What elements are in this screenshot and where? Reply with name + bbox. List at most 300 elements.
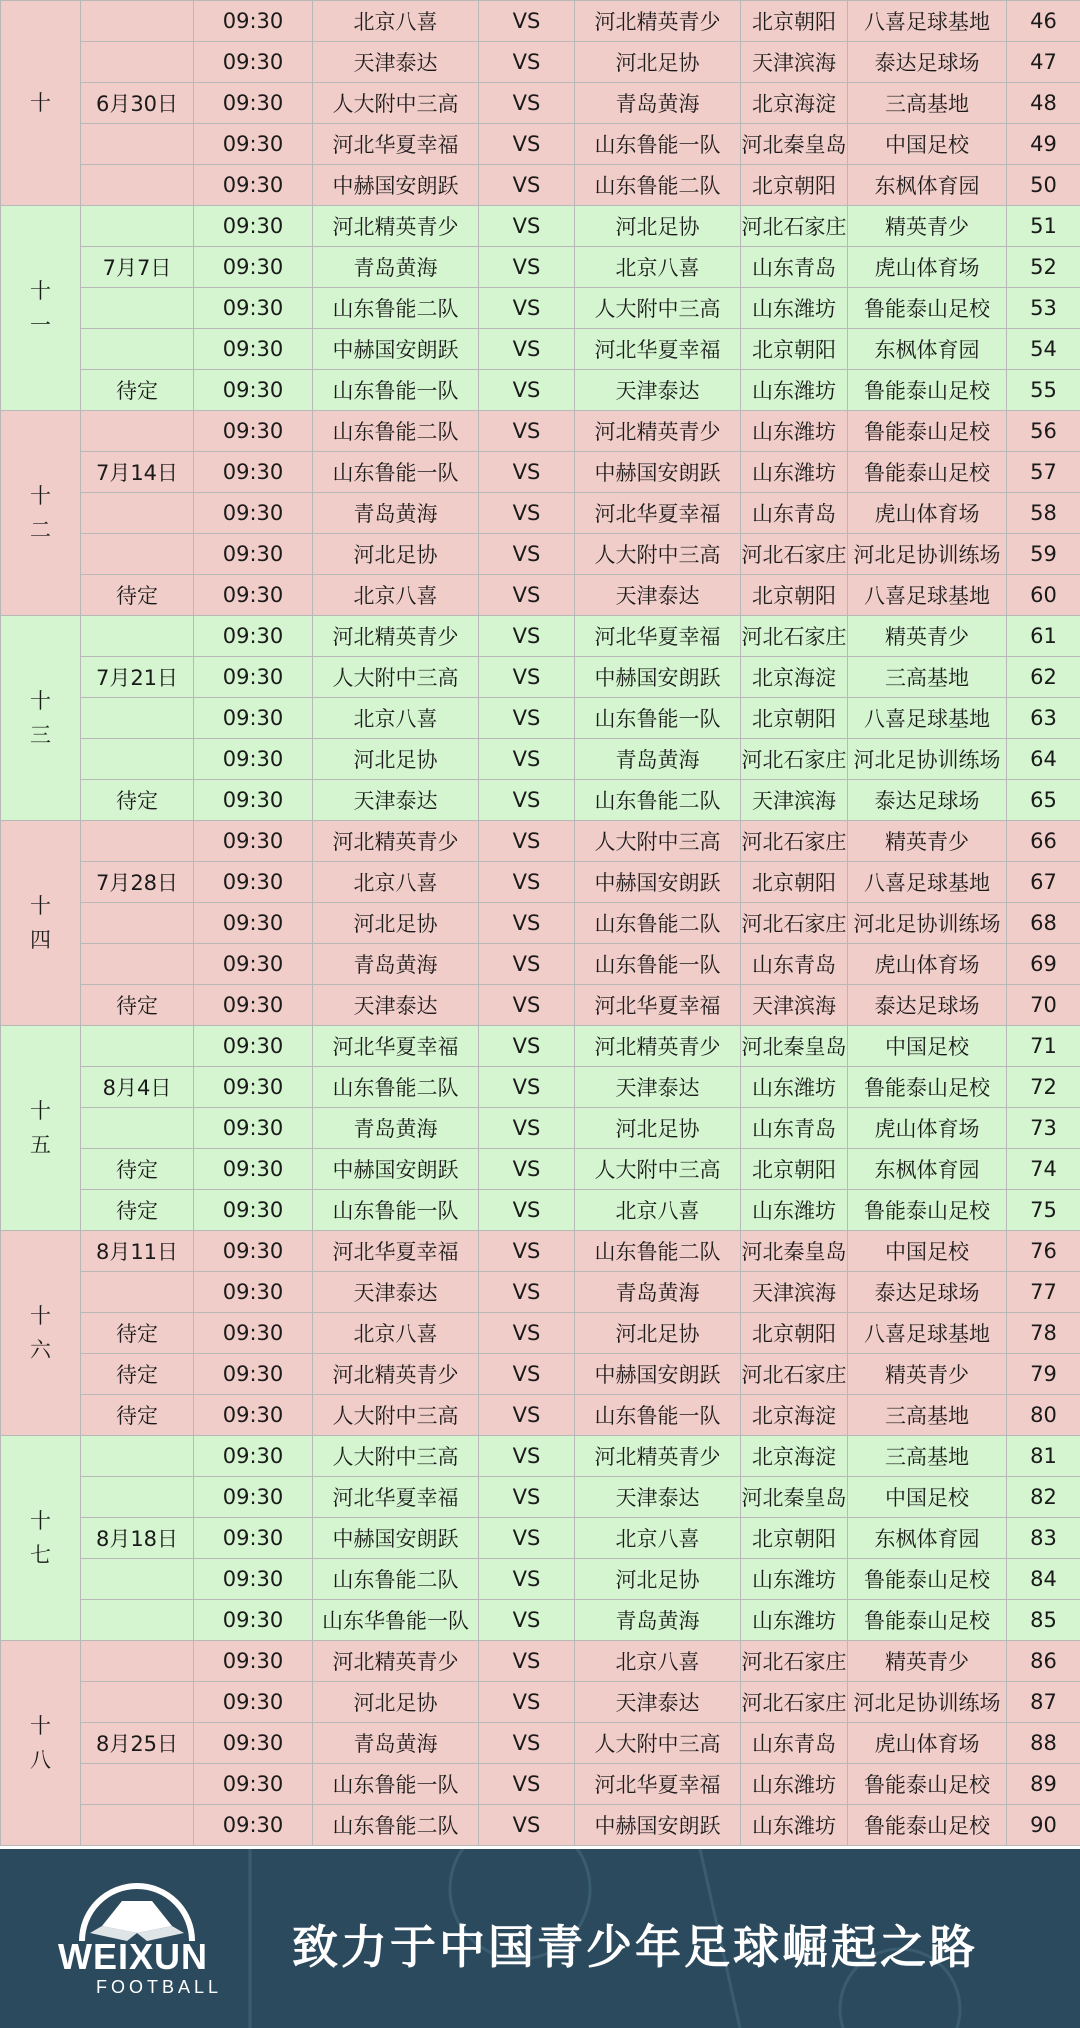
match-city: 山东潍坊: [741, 370, 848, 411]
match-venue: 中国足校: [848, 124, 1007, 165]
home-team: 山东鲁能一队: [313, 1764, 479, 1805]
kickoff-time: 09:30: [194, 1641, 313, 1682]
match-city: 北京朝阳: [741, 575, 848, 616]
away-team: 河北华夏幸福: [575, 985, 741, 1026]
match-venue: 东枫体育园: [848, 165, 1007, 206]
away-team: 天津泰达: [575, 1067, 741, 1108]
table-row: [1, 780, 1080, 821]
match-date: [81, 1805, 194, 1846]
table-row: [1, 165, 1080, 206]
home-team: 山东鲁能一队: [313, 1190, 479, 1231]
match-date: [81, 411, 194, 452]
match-city: 北京朝阳: [741, 698, 848, 739]
away-team: 北京八喜: [575, 1190, 741, 1231]
table-row: [1, 657, 1080, 698]
match-venue: 鲁能泰山足校: [848, 1805, 1007, 1846]
match-date: 待定: [81, 1354, 194, 1395]
home-team: 中赫国安朗跃: [313, 165, 479, 206]
kickoff-time: 09:30: [194, 452, 313, 493]
match-city: 山东潍坊: [741, 1559, 848, 1600]
match-number: 90: [1007, 1805, 1080, 1846]
away-team: 山东鲁能一队: [575, 944, 741, 985]
table-row: [1, 862, 1080, 903]
match-venue: 鲁能泰山足校: [848, 288, 1007, 329]
away-team: 河北精英青少: [575, 1026, 741, 1067]
vs-label: VS: [479, 1518, 575, 1559]
match-date: [81, 1108, 194, 1149]
home-team: 河北足协: [313, 739, 479, 780]
vs-label: VS: [479, 1026, 575, 1067]
match-date: [81, 124, 194, 165]
home-team: 北京八喜: [313, 698, 479, 739]
match-city: 北京朝阳: [741, 1149, 848, 1190]
table-row: [1, 1, 1080, 42]
vs-label: VS: [479, 1805, 575, 1846]
match-city: 河北秦皇岛: [741, 1231, 848, 1272]
match-date: [81, 1, 194, 42]
match-date: [81, 1436, 194, 1477]
home-team: 河北精英青少: [313, 1641, 479, 1682]
match-date: 待定: [81, 985, 194, 1026]
away-team: 人大附中三高: [575, 288, 741, 329]
match-venue: 虎山体育场: [848, 247, 1007, 288]
home-team: 山东鲁能二队: [313, 288, 479, 329]
match-venue: 河北足协训练场: [848, 534, 1007, 575]
round-label-char: 十: [30, 484, 51, 508]
match-city: 山东青岛: [741, 1723, 848, 1764]
round-label-char: 三: [30, 723, 51, 747]
vs-label: VS: [479, 1272, 575, 1313]
vs-label: VS: [479, 1190, 575, 1231]
table-row: [1, 534, 1080, 575]
home-team: 山东鲁能二队: [313, 1067, 479, 1108]
match-number: 64: [1007, 739, 1080, 780]
away-team: 山东鲁能一队: [575, 1395, 741, 1436]
kickoff-time: 09:30: [194, 534, 313, 575]
vs-label: VS: [479, 1764, 575, 1805]
away-team: 山东鲁能二队: [575, 903, 741, 944]
match-city: 北京海淀: [741, 83, 848, 124]
match-venue: 鲁能泰山足校: [848, 1190, 1007, 1231]
home-team: 河北华夏幸福: [313, 124, 479, 165]
away-team: 山东鲁能二队: [575, 165, 741, 206]
vs-label: VS: [479, 1395, 575, 1436]
table-row: [1, 821, 1080, 862]
kickoff-time: 09:30: [194, 1272, 313, 1313]
away-team: 河北精英青少: [575, 411, 741, 452]
kickoff-time: 09:30: [194, 1190, 313, 1231]
away-team: 人大附中三高: [575, 534, 741, 575]
table-row: [1, 1805, 1080, 1846]
away-team: 人大附中三高: [575, 1723, 741, 1764]
match-date: [81, 1272, 194, 1313]
vs-label: VS: [479, 1, 575, 42]
away-team: 中赫国安朗跃: [575, 1354, 741, 1395]
kickoff-time: 09:30: [194, 1108, 313, 1149]
home-team: 中赫国安朗跃: [313, 1518, 479, 1559]
match-venue: 八喜足球基地: [848, 1313, 1007, 1354]
kickoff-time: 09:30: [194, 1559, 313, 1600]
match-city: 山东青岛: [741, 944, 848, 985]
vs-label: VS: [479, 329, 575, 370]
home-team: 河北华夏幸福: [313, 1026, 479, 1067]
match-number: 53: [1007, 288, 1080, 329]
match-date: [81, 329, 194, 370]
kickoff-time: 09:30: [194, 1149, 313, 1190]
table-row: [1, 739, 1080, 780]
home-team: 天津泰达: [313, 1272, 479, 1313]
match-venue: 八喜足球基地: [848, 698, 1007, 739]
match-number: 68: [1007, 903, 1080, 944]
match-city: 河北石家庄: [741, 1682, 848, 1723]
away-team: 中赫国安朗跃: [575, 1805, 741, 1846]
vs-label: VS: [479, 1313, 575, 1354]
round-label: [1, 206, 81, 411]
match-date: [81, 1477, 194, 1518]
match-city: 北京朝阳: [741, 1518, 848, 1559]
kickoff-time: 09:30: [194, 1354, 313, 1395]
kickoff-time: 09:30: [194, 370, 313, 411]
match-number: 75: [1007, 1190, 1080, 1231]
match-date: [81, 165, 194, 206]
match-venue: 精英青少: [848, 206, 1007, 247]
match-date: [81, 903, 194, 944]
match-venue: 三高基地: [848, 657, 1007, 698]
table-row: [1, 329, 1080, 370]
home-team: 河北精英青少: [313, 821, 479, 862]
table-row: [1, 493, 1080, 534]
match-number: 63: [1007, 698, 1080, 739]
match-number: 86: [1007, 1641, 1080, 1682]
table-row: [1, 1436, 1080, 1477]
kickoff-time: 09:30: [194, 165, 313, 206]
vs-label: VS: [479, 370, 575, 411]
match-venue: 精英青少: [848, 821, 1007, 862]
match-date: 7月7日: [81, 247, 194, 288]
match-date: [81, 1641, 194, 1682]
away-team: 青岛黄海: [575, 739, 741, 780]
match-venue: 泰达足球场: [848, 780, 1007, 821]
vs-label: VS: [479, 493, 575, 534]
footer-banner: [0, 1849, 1080, 2028]
round-label-char: 十: [30, 689, 51, 713]
round-label-char: 六: [30, 1338, 51, 1362]
match-date: [81, 42, 194, 83]
match-number: 62: [1007, 657, 1080, 698]
round-label-char: 十: [30, 91, 51, 115]
match-venue: 泰达足球场: [848, 1272, 1007, 1313]
match-venue: 泰达足球场: [848, 42, 1007, 83]
match-date: 8月25日: [81, 1723, 194, 1764]
kickoff-time: 09:30: [194, 206, 313, 247]
round-label: [1, 821, 81, 1026]
home-team: 中赫国安朗跃: [313, 1149, 479, 1190]
away-team: 山东鲁能一队: [575, 124, 741, 165]
match-number: 89: [1007, 1764, 1080, 1805]
away-team: 天津泰达: [575, 1682, 741, 1723]
match-city: 河北石家庄: [741, 206, 848, 247]
round-label: [1, 1436, 81, 1641]
match-city: 北京朝阳: [741, 862, 848, 903]
match-city: 山东青岛: [741, 247, 848, 288]
match-number: 66: [1007, 821, 1080, 862]
table-row: [1, 1354, 1080, 1395]
match-number: 87: [1007, 1682, 1080, 1723]
match-date: 待定: [81, 370, 194, 411]
vs-label: VS: [479, 1600, 575, 1641]
match-city: 河北秦皇岛: [741, 124, 848, 165]
round-label-char: 一: [30, 313, 51, 337]
vs-label: VS: [479, 1149, 575, 1190]
away-team: 河北精英青少: [575, 1, 741, 42]
match-venue: 三高基地: [848, 1395, 1007, 1436]
match-number: 71: [1007, 1026, 1080, 1067]
match-venue: 鲁能泰山足校: [848, 452, 1007, 493]
match-number: 88: [1007, 1723, 1080, 1764]
table-row: [1, 1149, 1080, 1190]
table-row: [1, 42, 1080, 83]
home-team: 北京八喜: [313, 1313, 479, 1354]
match-city: 山东潍坊: [741, 288, 848, 329]
away-team: 北京八喜: [575, 1641, 741, 1682]
table-row: [1, 206, 1080, 247]
vs-label: VS: [479, 1477, 575, 1518]
round-label-char: 十: [30, 1509, 51, 1533]
home-team: 青岛黄海: [313, 944, 479, 985]
away-team: 河北华夏幸福: [575, 616, 741, 657]
match-date: [81, 944, 194, 985]
round-label-char: 十: [30, 894, 51, 918]
home-team: 山东鲁能二队: [313, 411, 479, 452]
match-number: 52: [1007, 247, 1080, 288]
round-label-char: 十: [30, 1304, 51, 1328]
home-team: 河北足协: [313, 534, 479, 575]
match-date: 待定: [81, 1149, 194, 1190]
kickoff-time: 09:30: [194, 247, 313, 288]
away-team: 河北足协: [575, 1313, 741, 1354]
kickoff-time: 09:30: [194, 329, 313, 370]
match-city: 河北石家庄: [741, 903, 848, 944]
kickoff-time: 09:30: [194, 862, 313, 903]
table-row: [1, 903, 1080, 944]
home-team: 人大附中三高: [313, 1395, 479, 1436]
kickoff-time: 09:30: [194, 1805, 313, 1846]
match-city: 山东潍坊: [741, 411, 848, 452]
away-team: 青岛黄海: [575, 1272, 741, 1313]
match-number: 46: [1007, 1, 1080, 42]
match-venue: 中国足校: [848, 1477, 1007, 1518]
match-date: 7月14日: [81, 452, 194, 493]
kickoff-time: 09:30: [194, 1682, 313, 1723]
table-row: [1, 124, 1080, 165]
match-venue: 精英青少: [848, 1354, 1007, 1395]
match-venue: 泰达足球场: [848, 985, 1007, 1026]
round-label-char: 十: [30, 1714, 51, 1738]
away-team: 中赫国安朗跃: [575, 862, 741, 903]
match-date: [81, 1682, 194, 1723]
match-venue: 三高基地: [848, 1436, 1007, 1477]
logo-subtitle: FOOTBALL: [96, 1977, 223, 1997]
match-city: 山东潍坊: [741, 1600, 848, 1641]
match-city: 北京朝阳: [741, 329, 848, 370]
away-team: 河北足协: [575, 206, 741, 247]
vs-label: VS: [479, 165, 575, 206]
table-row: [1, 1395, 1080, 1436]
match-number: 85: [1007, 1600, 1080, 1641]
table-row: [1, 616, 1080, 657]
kickoff-time: 09:30: [194, 985, 313, 1026]
home-team: 青岛黄海: [313, 1723, 479, 1764]
round-label: [1, 1641, 81, 1846]
match-venue: 鲁能泰山足校: [848, 1600, 1007, 1641]
match-number: 61: [1007, 616, 1080, 657]
match-venue: 东枫体育园: [848, 329, 1007, 370]
match-number: 78: [1007, 1313, 1080, 1354]
table-row: [1, 698, 1080, 739]
home-team: 山东鲁能二队: [313, 1805, 479, 1846]
match-date: 待定: [81, 1395, 194, 1436]
round-label: [1, 411, 81, 616]
kickoff-time: 09:30: [194, 1477, 313, 1518]
kickoff-time: 09:30: [194, 944, 313, 985]
home-team: 天津泰达: [313, 985, 479, 1026]
match-city: 北京海淀: [741, 657, 848, 698]
match-city: 北京朝阳: [741, 1, 848, 42]
match-venue: 河北足协训练场: [848, 739, 1007, 780]
home-team: 山东华鲁能一队: [313, 1600, 479, 1641]
match-number: 49: [1007, 124, 1080, 165]
match-number: 80: [1007, 1395, 1080, 1436]
match-number: 65: [1007, 780, 1080, 821]
match-date: [81, 1026, 194, 1067]
round-label-char: 十: [30, 279, 51, 303]
match-number: 51: [1007, 206, 1080, 247]
match-city: 山东潍坊: [741, 1067, 848, 1108]
vs-label: VS: [479, 575, 575, 616]
match-number: 48: [1007, 83, 1080, 124]
match-city: 天津滨海: [741, 985, 848, 1026]
match-city: 山东青岛: [741, 493, 848, 534]
vs-label: VS: [479, 1108, 575, 1149]
kickoff-time: 09:30: [194, 1, 313, 42]
table-row: [1, 1641, 1080, 1682]
away-team: 山东鲁能二队: [575, 1231, 741, 1272]
kickoff-time: 09:30: [194, 1026, 313, 1067]
round-label: [1, 1, 81, 206]
match-venue: 虎山体育场: [848, 944, 1007, 985]
round-label: [1, 616, 81, 821]
kickoff-time: 09:30: [194, 1436, 313, 1477]
vs-label: VS: [479, 1682, 575, 1723]
match-city: 山东潍坊: [741, 1805, 848, 1846]
vs-label: VS: [479, 288, 575, 329]
match-city: 北京朝阳: [741, 165, 848, 206]
match-number: 73: [1007, 1108, 1080, 1149]
table-row: [1, 83, 1080, 124]
away-team: 北京八喜: [575, 1518, 741, 1559]
table-row: [1, 1026, 1080, 1067]
match-number: 47: [1007, 42, 1080, 83]
table-row: [1, 288, 1080, 329]
match-city: 河北秦皇岛: [741, 1477, 848, 1518]
home-team: 河北足协: [313, 1682, 479, 1723]
match-number: 77: [1007, 1272, 1080, 1313]
match-venue: 河北足协训练场: [848, 903, 1007, 944]
match-number: 58: [1007, 493, 1080, 534]
away-team: 山东鲁能二队: [575, 780, 741, 821]
table-row: [1, 1723, 1080, 1764]
kickoff-time: 09:30: [194, 657, 313, 698]
vs-label: VS: [479, 944, 575, 985]
home-team: 河北精英青少: [313, 616, 479, 657]
home-team: 天津泰达: [313, 780, 479, 821]
match-date: 8月4日: [81, 1067, 194, 1108]
match-venue: 精英青少: [848, 616, 1007, 657]
vs-label: VS: [479, 206, 575, 247]
away-team: 天津泰达: [575, 575, 741, 616]
home-team: 山东鲁能二队: [313, 1559, 479, 1600]
kickoff-time: 09:30: [194, 411, 313, 452]
match-city: 天津滨海: [741, 42, 848, 83]
match-date: [81, 493, 194, 534]
home-team: 青岛黄海: [313, 247, 479, 288]
away-team: 中赫国安朗跃: [575, 452, 741, 493]
match-number: 57: [1007, 452, 1080, 493]
match-venue: 鲁能泰山足校: [848, 370, 1007, 411]
match-number: 55: [1007, 370, 1080, 411]
match-city: 河北秦皇岛: [741, 1026, 848, 1067]
table-row: [1, 370, 1080, 411]
home-team: 山东鲁能一队: [313, 452, 479, 493]
table-row: [1, 1518, 1080, 1559]
home-team: 中赫国安朗跃: [313, 329, 479, 370]
vs-label: VS: [479, 42, 575, 83]
round-label: [1, 1231, 81, 1436]
kickoff-time: 09:30: [194, 288, 313, 329]
match-city: 北京海淀: [741, 1436, 848, 1477]
match-venue: 东枫体育园: [848, 1149, 1007, 1190]
away-team: 河北华夏幸福: [575, 1764, 741, 1805]
match-venue: 鲁能泰山足校: [848, 411, 1007, 452]
home-team: 河北华夏幸福: [313, 1477, 479, 1518]
vs-label: VS: [479, 247, 575, 288]
match-city: 河北石家庄: [741, 739, 848, 780]
vs-label: VS: [479, 1436, 575, 1477]
round-label: [1, 1026, 81, 1231]
match-date: 待定: [81, 780, 194, 821]
home-team: 河北足协: [313, 903, 479, 944]
match-date: [81, 1764, 194, 1805]
kickoff-time: 09:30: [194, 1518, 313, 1559]
vs-label: VS: [479, 1723, 575, 1764]
round-label-char: 五: [30, 1133, 51, 1157]
match-city: 河北石家庄: [741, 1641, 848, 1682]
match-date: 7月28日: [81, 862, 194, 903]
home-team: 青岛黄海: [313, 1108, 479, 1149]
home-team: 天津泰达: [313, 42, 479, 83]
round-label-char: 七: [30, 1543, 51, 1567]
match-date: [81, 206, 194, 247]
logo-wordmark: WEIXUN: [58, 1936, 208, 1977]
vs-label: VS: [479, 1354, 575, 1395]
match-city: 山东潍坊: [741, 452, 848, 493]
match-date: [81, 739, 194, 780]
match-city: 山东青岛: [741, 1108, 848, 1149]
away-team: 河北华夏幸福: [575, 329, 741, 370]
vs-label: VS: [479, 452, 575, 493]
kickoff-time: 09:30: [194, 1231, 313, 1272]
footer-slogan: 致力于中国青少年足球崛起之路: [292, 1920, 978, 1974]
